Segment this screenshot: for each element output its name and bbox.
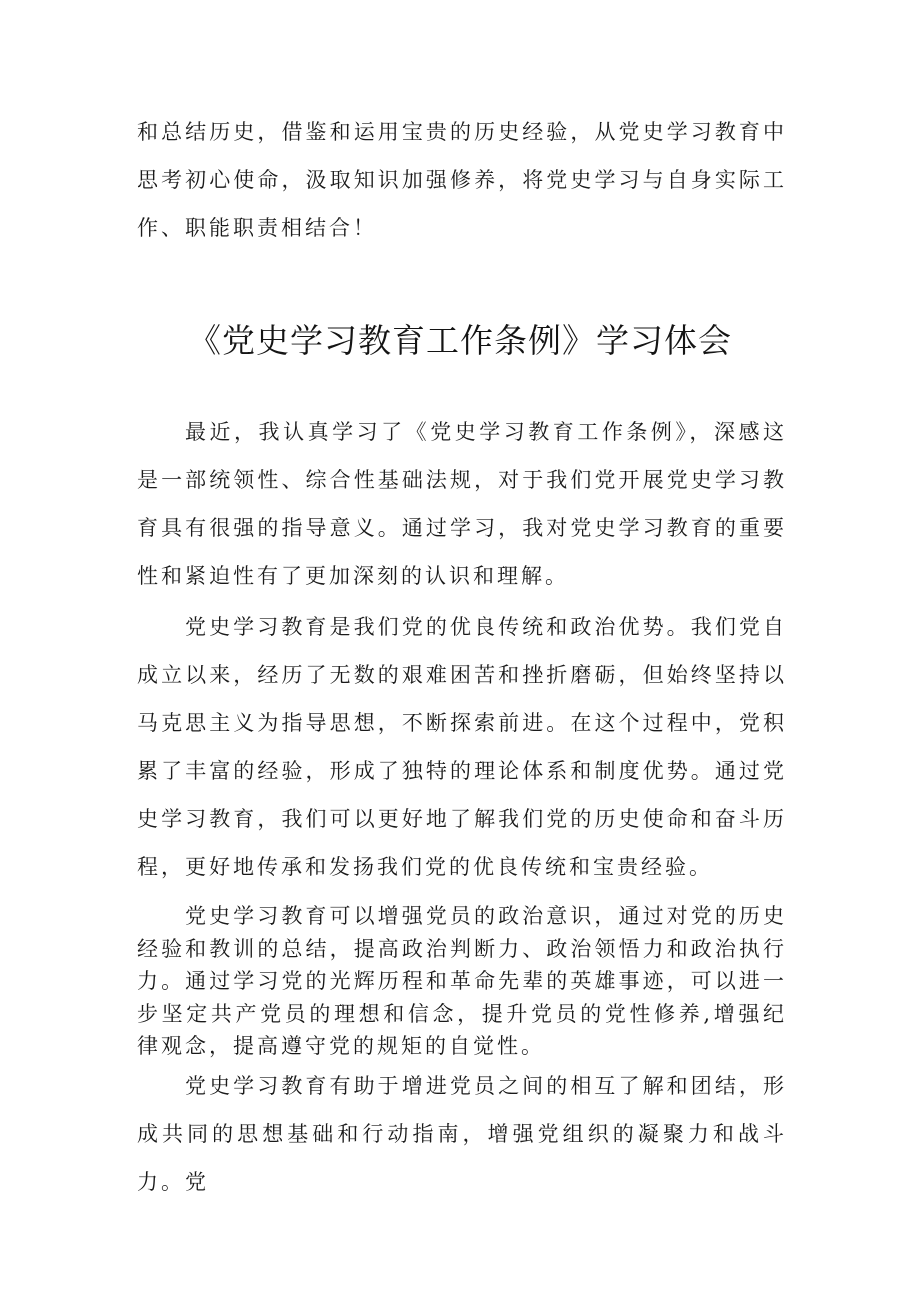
body-paragraph-4: 党史学习教育有助于增进党员之间的相互了解和团结，形成共同的思想基础和行动指南，增强党组织的凝聚力和战斗力。党: [137, 1074, 787, 1194]
body-paragraph-2: 党史学习教育是我们党的优良传统和政治优势。我们党自成立以来，经历了无数的艰难困苦和挫折磨砺，但始终坚持以马克思主义为指导思想，不断探索前进。在这个过程中，党积累了丰富的经验，形成了独特的理论体系和制度优势。通过党史学习教育，我们可以更好地了解我们党的历史使命和奋斗历程，更好地传承和发扬我们党的优良传统和宝贵经验。: [137, 615, 787, 879]
continuation-paragraph: 和总结历史，借鉴和运用宝贵的历史经验，从党史学习教育中思考初心使命，汲取知识加强修养，将党史学习与自身实际工作、职能职责相结合！: [137, 120, 787, 240]
body-paragraph-3: 党史学习教育可以增强党员的政治意识，通过对党的历史经验和教训的总结，提高政治判断力、政治领悟力和政治执行力。通过学习党的光辉历程和革命先辈的英雄事迹，可以进一步坚定共产党员的理想和信念，提升党员的党性修养,增强纪律观念，提高遵守党的规矩的自觉性。: [137, 904, 787, 1058]
document-title: 《党史学习教育工作条例》学习体会: [188, 321, 732, 360]
body-paragraph-1: 最近，我认真学习了《党史学习教育工作条例》，深感这是一部统领性、综合性基础法规，对于我们党开展党史学习教育具有很强的指导意义。通过学习，我对党史学习教育的重要性和紧迫性有了更加深刻的认识和理解。: [137, 420, 787, 588]
